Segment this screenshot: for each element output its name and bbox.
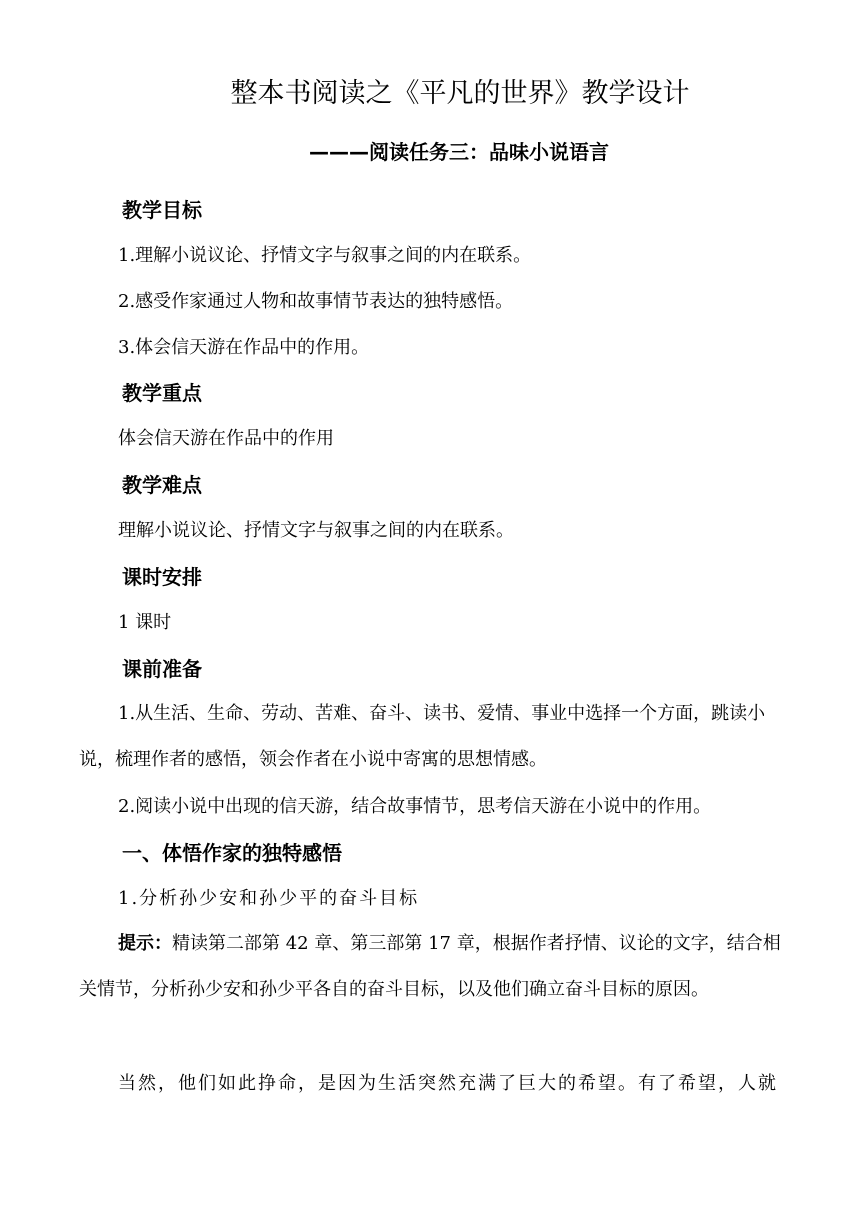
objectives-heading: 教学目标 — [122, 198, 202, 222]
key-point-text: 体会信天游在作品中的作用 — [118, 428, 334, 449]
quote-line: 当然，他们如此挣命，是因为生活突然充满了巨大的希望。有了希望，人就 — [118, 1073, 778, 1094]
objective-item-2: 2.感受作家通过人物和故事情节表达的独特感悟。 — [118, 291, 514, 312]
difficulty-text: 理解小说议论、抒情文字与叙事之间的内在联系。 — [118, 520, 514, 541]
section-1-heading: 一、体悟作家的独特感悟 — [122, 841, 342, 865]
section-1-subheading: 1.分析孙少安和孙少平的奋斗目标 — [118, 888, 420, 909]
objective-item-1: 1.理解小说议论、抒情文字与叙事之间的内在联系。 — [118, 245, 532, 266]
hint-paragraph — [79, 921, 784, 1013]
key-point-heading: 教学重点 — [122, 381, 202, 405]
preparation-item-1: 1.从生活、生命、劳动、苦难、奋斗、读书、爱情、事业中选择一个方面，跳读小说，梳理作者的感悟，领会作者在小说中寄寓的思想情感。 — [79, 703, 766, 770]
schedule-heading: 课时安排 — [122, 565, 202, 589]
page-subtitle: ———阅读任务三：品味小说语言 — [309, 140, 609, 164]
schedule-text: 1 课时 — [118, 612, 172, 633]
preparation-item-2: 2.阅读小说中出现的信天游，结合故事情节，思考信天游在小说中的作用。 — [118, 796, 712, 817]
hint-text: 精读第二部第 42 章、第三部第 17 章，根据作者抒情、议论的文字，结合相关情节，分析孙少安和孙少平各自的奋斗目标，以及他们确立奋斗目标的原因。 — [79, 933, 781, 1000]
page-title: 整本书阅读之《平凡的世界》教学设计 — [230, 78, 690, 109]
difficulty-heading: 教学难点 — [122, 473, 202, 497]
hint-label: 提示： — [118, 933, 172, 954]
objective-item-3: 3.体会信天游在作品中的作用。 — [118, 337, 370, 358]
preparation-heading: 课前准备 — [122, 657, 202, 681]
